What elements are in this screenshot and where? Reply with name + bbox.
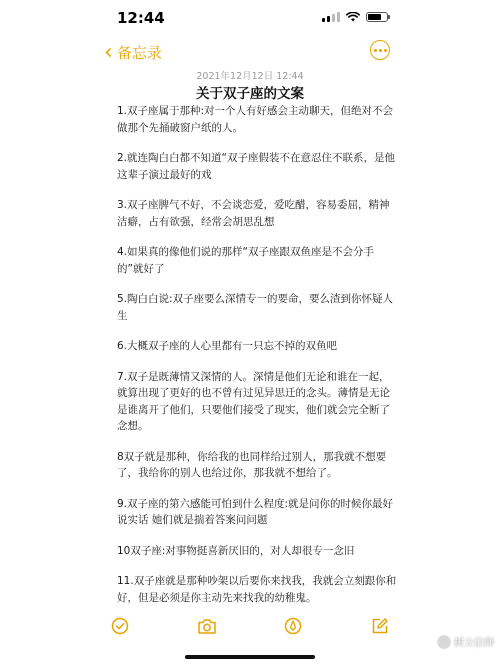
note-paragraph: 4.如果真的像他们说的那样“双子座跟双鱼座是不会分手的”就好了 (117, 246, 374, 275)
note-paragraph: 2.就连陶白白都不知道“双子座假装不在意忍住不联系，是他这辈子演过最好的戏 (117, 152, 395, 181)
note-paragraph: 1.双子座属于那种:对一个人有好感会主动聊天，但绝对不会做那个先捅破窗户纸的人。 (117, 105, 394, 134)
compose-icon (371, 617, 389, 635)
camera-icon (197, 618, 217, 635)
watermark-text: 树立信仰 (454, 638, 494, 649)
battery-icon (366, 12, 388, 22)
cellular-signal-icon (322, 12, 340, 22)
more-options-button[interactable] (370, 40, 390, 60)
nav-bar (0, 38, 500, 68)
watermark-logo-icon (437, 635, 451, 649)
note-title[interactable]: 关于双子座的文案 (196, 86, 304, 102)
note-paragraph: 11.双子座就是那种吵架以后要你来找我，我就会立刻跟你和好，但是必须是你主动先来找我的幼稚鬼。 (117, 575, 397, 604)
checkmark-circle-icon (111, 617, 129, 635)
camera-button[interactable] (197, 616, 217, 636)
note-paragraph: 9.双子座的第六感能可怕到什么程度:就是问你的时候你最好说实话 她们就是揣着答案问问题 (117, 497, 394, 526)
compose-button[interactable] (370, 616, 390, 636)
note-paragraph: 5.陶白白说:双子座要么深情专一的要命，要么渣到你怀疑人生 (117, 293, 394, 322)
status-bar (0, 0, 500, 38)
wifi-icon (346, 12, 360, 22)
ellipsis-circle-icon (374, 49, 387, 52)
watermark (437, 634, 494, 649)
bottom-toolbar (0, 612, 500, 642)
note-paragraph: 7.双子是既薄情又深情的人。深情是他们无论和谁在一起，就算出现了更好的也不曾有过见异思迁的念头。薄情是无论是谁离开了他们，只要他们接受了现实，他们就会完全断了念想。 (117, 370, 390, 432)
status-time: 12:44 (117, 9, 165, 27)
markup-button[interactable] (283, 616, 303, 636)
checklist-button[interactable] (110, 616, 130, 636)
chevron-left-icon: ‹ (104, 39, 113, 65)
home-indicator[interactable] (185, 655, 315, 659)
note-body[interactable] (117, 103, 397, 606)
note-date: 2021年12月12日 12:44 (196, 71, 304, 82)
note-paragraph: 10双子座:对事物挺喜新厌旧的，对人却很专一念旧 (117, 544, 355, 557)
pen-markup-icon (284, 617, 302, 635)
back-label: 备忘录 (116, 44, 162, 62)
status-icons (322, 12, 388, 22)
back-button[interactable] (104, 39, 162, 65)
note-paragraph: 3.双子座脾气不好，不会谈恋爱，爱吃醋，容易委屈，精神洁癖，占有欲强，经常会胡思乱想 (117, 199, 390, 228)
note-paragraph: 8双子就是那种，你给我的也同样给过别人，那我就不想要了，我给你的别人也给过你，那我就不想给了。 (117, 450, 387, 479)
note-paragraph: 6.大概双子座的人心里都有一只忘不掉的双鱼吧 (117, 340, 338, 352)
